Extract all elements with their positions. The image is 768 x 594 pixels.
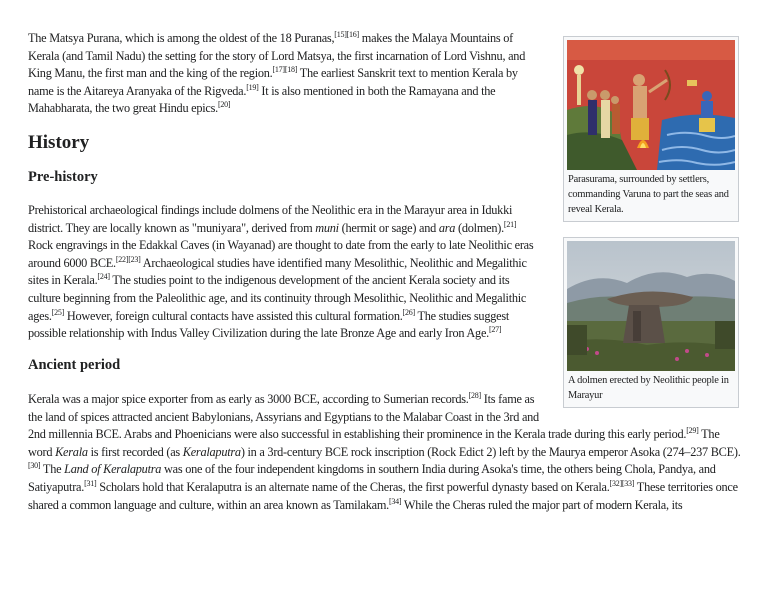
prehistory-heading: Pre-history: [28, 169, 98, 185]
dolmen-caption: A dolmen erected by Neolithic people in Marayur: [568, 375, 729, 401]
prehistory-text: (hermit or sage) and: [338, 220, 439, 235]
ancient-text: Scholars hold that Keralaputra is an alternate name of the Cheras, the first powerful dynasty based on Kerala.: [96, 479, 610, 494]
citation-link[interactable]: [32][33]: [609, 478, 635, 488]
citation-link[interactable]: [34]: [388, 496, 402, 506]
prehistory-text: Prehistorical archaeological findings include dolmens of the Neolithic era in the Marayur area in Idukki district. They are locally known as "muniyara", derived from: [28, 203, 513, 235]
citation-link[interactable]: [24]: [97, 272, 110, 282]
citation-link[interactable]: [21]: [503, 219, 517, 229]
intro-text: The earliest Sanskrit text to mention Kerala by name is the Aitareya Aranyaka of the Rigveda.: [28, 66, 518, 98]
citation-link[interactable]: [28]: [468, 390, 481, 400]
citation-link[interactable]: [26]: [402, 307, 415, 317]
parasurama-painting-art: [567, 40, 735, 170]
prehistory-text: Rock engravings in the Edakkal Caves (in Wayanad) are thought to date from the early to late Neolithic eras around 6000 BCE.: [28, 238, 534, 270]
citation-link[interactable]: [29]: [686, 426, 699, 436]
prehistory-paragraph: [28, 202, 544, 343]
ancient-text: Kerala was a major spice exporter from as early as 3000 BCE, according to Sumerian records.: [28, 392, 469, 406]
dolmen-photo-image[interactable]: [567, 241, 735, 371]
ancient-period-heading: Ancient period: [28, 357, 121, 373]
citation-link[interactable]: [19]: [246, 82, 259, 92]
italic-term: Kerala: [55, 444, 88, 459]
citation-link[interactable]: [15][16]: [334, 29, 359, 39]
parasurama-figure: [563, 36, 739, 222]
history-heading: History: [28, 132, 90, 153]
italic-term: Keralaputra: [182, 444, 241, 459]
citation-link[interactable]: [27]: [489, 325, 502, 335]
dolmen-photo-art: [567, 241, 735, 371]
citation-link[interactable]: [17][18]: [272, 65, 298, 75]
citation-link[interactable]: [20]: [218, 100, 231, 110]
intro-text: The Matsya Purana, which is among the oldest of the 18 Puranas,: [28, 31, 335, 45]
ancient-text: The word: [28, 427, 720, 459]
citation-link[interactable]: [30]: [28, 461, 41, 471]
prehistory-text: The studies point to the indigenous development of the ancient Kerala society and its culture beginning from the Paleolithic age, and its continuity through Mesolithic, Neolithic and Megalithic ages.: [28, 273, 527, 323]
ancient-text: These territories once shared a common language and culture, within an area known as Tamilakam.: [28, 479, 738, 512]
citation-link[interactable]: [25]: [51, 307, 65, 317]
italic-term: Land of Keralaputra: [64, 462, 162, 477]
italic-term: ara: [438, 220, 456, 235]
parasurama-caption: Parasurama, surrounded by settlers, commanding Varuna to part the seas and reveal Kerala.: [568, 174, 729, 215]
intro-text: makes the Malaya Mountains of Kerala (and Tamil Nadu) the setting for the story of Lord Matsya, the first incarnation of Lord Vishnu, and King Manu, the first man and the king of the region.: [28, 31, 526, 81]
prehistory-text: Archaeological studies have identified many Mesolithic, Neolithic and Megalithic sites in Kerala.: [28, 255, 527, 288]
ancient-text: was one of the four independent kingdoms in southern India during Asoka's time, the others being Chola, Pandya, and Satiyaputra.: [28, 462, 716, 494]
italic-term: muni: [315, 220, 339, 235]
ancient-text: is first recorded (as: [87, 444, 183, 459]
prehistory-text: The studies suggest possible relationship with Indus Valley Civilization during the late Bronze Age and early Iron Age.: [28, 308, 510, 341]
prehistory-text: However, foreign cultural contacts have assisted this cultural formation.: [64, 308, 403, 323]
intro-paragraph: [28, 30, 528, 118]
ancient-text: While the Cheras ruled the major part of modern Kerala, its: [401, 497, 683, 512]
dolmen-figure: [563, 237, 739, 408]
ancient-paragraph: [28, 391, 744, 514]
ancient-text: ) in a 3rd-century BCE rock inscription (Rock Edict 2) left by the Maurya emperor Asoka (274–237 BCE).: [240, 444, 741, 459]
ancient-text: Its fame as the land of spices attracted ancient Babylonians, Assyrians and Egyptians to the Malabar Coast in the 3rd and 2nd millennia BCE. Arabs and Phoenicians were also successful in establishing their prominence in the Kerala trade during this early period.: [28, 392, 687, 442]
intro-text: It is also mentioned in both the Ramayana and the Mahabharata, the two great Hindu epics.: [28, 83, 496, 116]
prehistory-text: (dolmen).: [455, 220, 504, 235]
citation-link[interactable]: [22][23]: [115, 254, 141, 264]
parasurama-painting-image[interactable]: [567, 40, 735, 170]
ancient-text: The: [40, 462, 65, 477]
citation-link[interactable]: [31]: [84, 478, 97, 488]
